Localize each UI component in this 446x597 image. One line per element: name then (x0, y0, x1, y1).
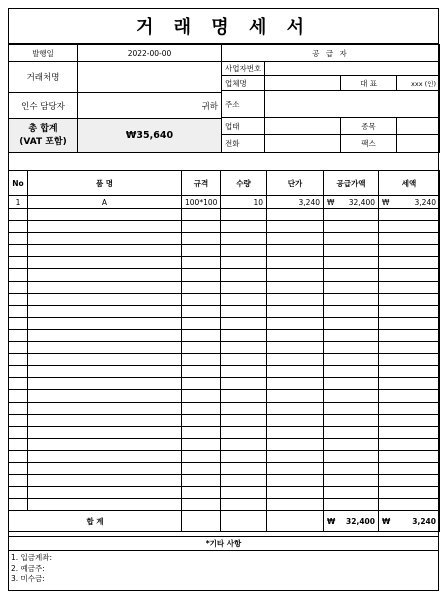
empty-cell[interactable] (221, 342, 267, 354)
empty-cell[interactable] (9, 209, 28, 221)
business-item-label: 종목 (341, 118, 397, 135)
empty-cell[interactable] (221, 329, 267, 341)
sum-qty-cell (221, 511, 267, 532)
empty-cell[interactable] (182, 257, 221, 269)
empty-cell[interactable] (9, 342, 28, 354)
empty-cell[interactable] (182, 221, 221, 233)
empty-cell[interactable] (182, 305, 221, 317)
empty-cell[interactable] (379, 499, 440, 511)
empty-cell[interactable] (267, 354, 324, 366)
empty-cell[interactable] (379, 487, 440, 499)
empty-cell[interactable] (9, 450, 28, 462)
table-row (9, 233, 440, 245)
address-label: 주소 (222, 91, 265, 118)
empty-cell[interactable] (182, 438, 221, 450)
empty-cell[interactable] (182, 426, 221, 438)
business-item-value[interactable] (397, 118, 440, 135)
empty-cell[interactable] (221, 305, 267, 317)
empty-cell[interactable] (324, 450, 379, 462)
table-row (9, 329, 440, 341)
phone-label: 전화 (222, 135, 265, 153)
empty-cell[interactable] (9, 281, 28, 293)
ceo-label: 대 표 (341, 76, 397, 91)
empty-cell[interactable] (379, 245, 440, 257)
address-value[interactable] (265, 91, 440, 118)
empty-cell[interactable] (182, 354, 221, 366)
empty-cell[interactable] (221, 257, 267, 269)
empty-cell[interactable] (324, 305, 379, 317)
empty-cell[interactable] (267, 450, 324, 462)
table-row (9, 209, 440, 221)
empty-cell[interactable] (267, 209, 324, 221)
empty-cell[interactable] (221, 233, 267, 245)
note-line[interactable]: 2. 예금주: (11, 563, 45, 573)
empty-cell[interactable] (324, 233, 379, 245)
empty-cell[interactable] (28, 293, 182, 305)
empty-cell[interactable] (9, 269, 28, 281)
receiver-suffix: 귀하 (78, 93, 222, 119)
row-tax-value: 3,240 (414, 197, 436, 207)
empty-cell[interactable] (9, 402, 28, 414)
table-row (9, 257, 440, 269)
empty-cell[interactable] (267, 475, 324, 487)
table-row (9, 221, 440, 233)
empty-cell[interactable] (379, 269, 440, 281)
table-row (9, 342, 440, 354)
empty-cell[interactable] (267, 281, 324, 293)
receiver-label: 인수 담당자 (9, 93, 78, 119)
empty-cell[interactable] (221, 390, 267, 402)
empty-cell[interactable] (221, 462, 267, 474)
company-name-label: 업체명 (222, 76, 265, 91)
table-row (9, 196, 440, 209)
empty-cell[interactable] (379, 257, 440, 269)
table-row (9, 462, 440, 474)
col-spec-header: 규격 (182, 171, 221, 196)
empty-cell[interactable] (267, 245, 324, 257)
empty-cell[interactable] (379, 475, 440, 487)
empty-cell[interactable] (9, 245, 28, 257)
row-unit-price[interactable]: 3,240 (267, 196, 324, 209)
empty-cell[interactable] (28, 245, 182, 257)
empty-cell[interactable] (9, 390, 28, 402)
row-spec[interactable]: 100*100 (182, 196, 221, 209)
table-row (9, 390, 440, 402)
empty-cell[interactable] (221, 499, 267, 511)
empty-cell[interactable] (182, 269, 221, 281)
empty-cell[interactable] (221, 317, 267, 329)
empty-cell[interactable] (182, 329, 221, 341)
row-tax (379, 196, 440, 209)
empty-cell[interactable] (379, 221, 440, 233)
empty-cell[interactable] (28, 426, 182, 438)
empty-cell[interactable] (221, 475, 267, 487)
empty-cell[interactable] (182, 233, 221, 245)
total-label (9, 119, 78, 153)
empty-cell[interactable] (182, 293, 221, 305)
table-row (9, 245, 440, 257)
empty-cell[interactable] (221, 281, 267, 293)
document-title: 거 래 명 세 서 (8, 8, 439, 44)
issue-date-label: 발행일 (9, 45, 78, 62)
empty-cell[interactable] (182, 450, 221, 462)
empty-cell[interactable] (267, 499, 324, 511)
table-row (9, 402, 440, 414)
empty-cell[interactable] (267, 438, 324, 450)
empty-cell[interactable] (267, 293, 324, 305)
reg-no-label: 사업자번호 (222, 62, 265, 76)
sum-row (9, 511, 440, 532)
sum-supply (324, 511, 379, 532)
empty-cell[interactable] (267, 378, 324, 390)
empty-cell[interactable] (324, 402, 379, 414)
empty-cell[interactable] (379, 438, 440, 450)
empty-cell[interactable] (324, 257, 379, 269)
empty-cell[interactable] (221, 221, 267, 233)
empty-cell[interactable] (28, 209, 182, 221)
supplier-header: 공 급 자 (222, 45, 440, 62)
notes-header-table (8, 536, 439, 551)
supplier-table (221, 44, 440, 153)
empty-cell[interactable] (379, 450, 440, 462)
business-type-label: 업태 (222, 118, 265, 135)
empty-cell[interactable] (9, 233, 28, 245)
empty-cell[interactable] (267, 269, 324, 281)
empty-cell[interactable] (28, 354, 182, 366)
won-symbol: ₩ (382, 197, 390, 207)
empty-cell[interactable] (379, 390, 440, 402)
empty-cell[interactable] (28, 342, 182, 354)
empty-cell[interactable] (267, 257, 324, 269)
empty-cell[interactable] (379, 354, 440, 366)
empty-cell[interactable] (379, 305, 440, 317)
empty-cell[interactable] (324, 499, 379, 511)
empty-cell[interactable] (267, 366, 324, 378)
table-row (9, 281, 440, 293)
row-supply (324, 196, 379, 209)
empty-cell[interactable] (221, 426, 267, 438)
empty-cell[interactable] (28, 366, 182, 378)
empty-cell[interactable] (28, 378, 182, 390)
empty-cell[interactable] (28, 462, 182, 474)
empty-cell[interactable] (379, 233, 440, 245)
col-no-header: No (9, 171, 28, 196)
empty-cell[interactable] (324, 366, 379, 378)
empty-cell[interactable] (267, 402, 324, 414)
empty-cell[interactable] (379, 281, 440, 293)
table-row (9, 293, 440, 305)
empty-cell[interactable] (9, 305, 28, 317)
empty-cell[interactable] (9, 487, 28, 499)
empty-cell[interactable] (28, 317, 182, 329)
table-row (9, 438, 440, 450)
empty-cell[interactable] (379, 462, 440, 474)
empty-cell[interactable] (9, 354, 28, 366)
empty-cell[interactable] (28, 269, 182, 281)
empty-cell[interactable] (28, 402, 182, 414)
empty-cell[interactable] (324, 487, 379, 499)
sum-tax (379, 511, 440, 532)
sum-price-cell (267, 511, 324, 532)
empty-cell[interactable] (267, 462, 324, 474)
client-info-table (8, 44, 222, 153)
empty-cell[interactable] (324, 475, 379, 487)
empty-cell[interactable] (267, 390, 324, 402)
table-row (9, 499, 440, 511)
company-name-value[interactable] (265, 76, 341, 91)
empty-cell[interactable] (221, 438, 267, 450)
empty-cell[interactable] (324, 390, 379, 402)
empty-cell[interactable] (9, 329, 28, 341)
empty-cell[interactable] (182, 281, 221, 293)
row-no[interactable]: 1 (9, 196, 28, 209)
empty-cell[interactable] (324, 342, 379, 354)
empty-cell[interactable] (221, 450, 267, 462)
empty-cell[interactable] (379, 293, 440, 305)
empty-cell[interactable] (28, 499, 182, 511)
table-row (9, 269, 440, 281)
empty-cell[interactable] (379, 329, 440, 341)
empty-cell[interactable] (379, 402, 440, 414)
ceo-value[interactable]: xxx (인) (397, 76, 440, 91)
empty-cell[interactable] (182, 378, 221, 390)
empty-cell[interactable] (324, 221, 379, 233)
empty-cell[interactable] (9, 426, 28, 438)
empty-cell[interactable] (324, 317, 379, 329)
empty-cell[interactable] (379, 426, 440, 438)
table-row (9, 366, 440, 378)
empty-cell[interactable] (182, 499, 221, 511)
sum-supply-value: 32,400 (346, 516, 375, 526)
empty-cell[interactable] (324, 209, 379, 221)
row-qty[interactable]: 10 (221, 196, 267, 209)
empty-cell[interactable] (379, 366, 440, 378)
empty-cell[interactable] (28, 233, 182, 245)
col-qty-header: 수량 (221, 171, 267, 196)
empty-cell[interactable] (9, 293, 28, 305)
table-row (9, 414, 440, 426)
empty-cell[interactable] (28, 475, 182, 487)
empty-cell[interactable] (9, 438, 28, 450)
table-row (9, 317, 440, 329)
empty-cell[interactable] (182, 414, 221, 426)
empty-cell[interactable] (9, 366, 28, 378)
won-symbol: ₩ (327, 516, 336, 526)
col-tax-header: 세액 (379, 171, 440, 196)
empty-cell[interactable] (379, 209, 440, 221)
col-price-header: 단가 (267, 171, 324, 196)
empty-cell[interactable] (221, 378, 267, 390)
empty-cell[interactable] (221, 487, 267, 499)
empty-cell[interactable] (182, 475, 221, 487)
table-row (9, 475, 440, 487)
won-symbol: ₩ (382, 516, 391, 526)
client-name-label: 거래처명 (9, 62, 78, 93)
table-row (9, 487, 440, 499)
empty-cell[interactable] (221, 354, 267, 366)
empty-cell[interactable] (221, 269, 267, 281)
sum-spec-cell (182, 511, 221, 532)
col-supply-header: 공급가액 (324, 171, 379, 196)
row-name[interactable]: A (28, 196, 182, 209)
empty-cell[interactable] (379, 342, 440, 354)
client-name-value[interactable] (78, 62, 222, 93)
business-type-value[interactable] (265, 118, 341, 135)
empty-cell[interactable] (182, 342, 221, 354)
empty-cell[interactable] (9, 317, 28, 329)
empty-cell[interactable] (267, 221, 324, 233)
empty-cell[interactable] (379, 317, 440, 329)
empty-cell[interactable] (324, 426, 379, 438)
table-row (9, 426, 440, 438)
empty-cell[interactable] (267, 317, 324, 329)
phone-value[interactable] (265, 135, 341, 153)
row-supply-value: 32,400 (348, 197, 375, 207)
fax-label: 팩스 (341, 135, 397, 153)
empty-cell[interactable] (9, 499, 28, 511)
empty-cell[interactable] (267, 305, 324, 317)
empty-cell[interactable] (324, 438, 379, 450)
empty-cell[interactable] (267, 342, 324, 354)
empty-cell[interactable] (324, 414, 379, 426)
empty-cell[interactable] (324, 378, 379, 390)
empty-cell[interactable] (221, 414, 267, 426)
note-line[interactable]: 3. 미수금: (11, 574, 45, 583)
empty-cell[interactable] (182, 462, 221, 474)
empty-cell[interactable] (28, 329, 182, 341)
notes-header: *기타 사항 (9, 537, 439, 551)
fax-value[interactable] (397, 135, 440, 153)
empty-cell[interactable] (182, 209, 221, 221)
empty-cell[interactable] (28, 487, 182, 499)
empty-cell[interactable] (28, 281, 182, 293)
table-row (9, 305, 440, 317)
empty-cell[interactable] (324, 329, 379, 341)
empty-cell[interactable] (324, 245, 379, 257)
total-label-line2: (VAT 포함) (19, 136, 67, 147)
empty-cell[interactable] (28, 257, 182, 269)
empty-cell[interactable] (267, 487, 324, 499)
empty-cell[interactable] (9, 475, 28, 487)
empty-cell[interactable] (182, 402, 221, 414)
empty-cell[interactable] (379, 414, 440, 426)
table-row (9, 378, 440, 390)
empty-cell[interactable] (182, 245, 221, 257)
empty-cell[interactable] (267, 426, 324, 438)
total-value: ₩35,640 (78, 119, 222, 153)
empty-cell[interactable] (28, 305, 182, 317)
empty-cell[interactable] (28, 414, 182, 426)
empty-cell[interactable] (324, 281, 379, 293)
empty-cell[interactable] (9, 257, 28, 269)
empty-cell[interactable] (324, 354, 379, 366)
note-line[interactable]: 1. 입금계좌: (11, 553, 53, 562)
empty-cell[interactable] (9, 378, 28, 390)
empty-cell[interactable] (182, 487, 221, 499)
empty-cell[interactable] (324, 269, 379, 281)
empty-cell[interactable] (221, 245, 267, 257)
empty-cell[interactable] (9, 414, 28, 426)
empty-cell[interactable] (221, 402, 267, 414)
empty-cell[interactable] (221, 293, 267, 305)
empty-cell[interactable] (28, 450, 182, 462)
table-row (9, 450, 440, 462)
empty-cell[interactable] (9, 221, 28, 233)
empty-cell[interactable] (182, 317, 221, 329)
sum-label: 합 계 (9, 511, 182, 532)
empty-cell[interactable] (28, 221, 182, 233)
reg-no-value[interactable] (265, 62, 440, 76)
empty-cell[interactable] (221, 366, 267, 378)
col-name-header: 품 명 (28, 171, 182, 196)
won-symbol: ₩ (327, 197, 335, 207)
empty-cell[interactable] (324, 462, 379, 474)
empty-cell[interactable] (267, 329, 324, 341)
empty-cell[interactable] (324, 293, 379, 305)
empty-cell[interactable] (182, 390, 221, 402)
empty-cell[interactable] (28, 438, 182, 450)
empty-cell[interactable] (267, 414, 324, 426)
notes-section (8, 550, 439, 591)
total-label-line1: 총 합계 (28, 123, 58, 134)
items-header-row (9, 171, 440, 196)
table-row (9, 354, 440, 366)
items-table (8, 170, 440, 532)
empty-cell[interactable] (182, 366, 221, 378)
empty-cell[interactable] (221, 209, 267, 221)
empty-cell[interactable] (28, 390, 182, 402)
empty-cell[interactable] (267, 233, 324, 245)
empty-cell[interactable] (9, 462, 28, 474)
empty-cell[interactable] (379, 378, 440, 390)
issue-date-value[interactable]: 2022-00-00 (78, 45, 222, 62)
sum-tax-value: 3,240 (412, 516, 436, 526)
